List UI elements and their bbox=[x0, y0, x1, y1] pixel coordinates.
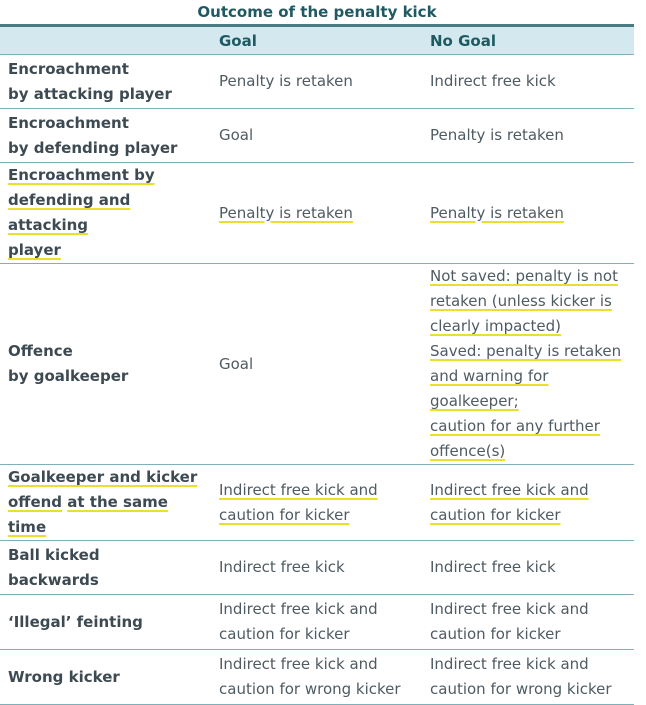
no-goal-cell bbox=[422, 264, 634, 465]
highlighted-text: retaken (unless kicker is bbox=[430, 292, 612, 310]
highlighted-text: Saved: penalty is retaken bbox=[430, 342, 622, 360]
row-label-line: by defending player bbox=[8, 138, 178, 157]
row-label bbox=[0, 264, 211, 465]
no-goal-cell bbox=[422, 163, 634, 264]
table-row bbox=[0, 650, 634, 705]
highlighted-text: Indirect free kick and bbox=[219, 480, 378, 499]
row-label-line: Wrong kicker bbox=[8, 667, 120, 686]
penalty-outcome-table bbox=[0, 27, 634, 705]
no-goal-line bbox=[430, 439, 634, 464]
no-goal-cell bbox=[422, 595, 634, 650]
no-goal-cell bbox=[422, 465, 634, 541]
no-goal-line bbox=[430, 364, 634, 414]
highlighted-text: at the same time bbox=[8, 493, 168, 536]
highlighted-text: offence(s) bbox=[430, 442, 506, 460]
goal-line bbox=[219, 503, 422, 528]
no-goal-cell bbox=[422, 55, 634, 109]
row-label bbox=[0, 465, 211, 541]
goal-text: Penalty is retaken bbox=[219, 72, 353, 90]
highlighted-text: Indirect free kick and bbox=[430, 480, 589, 499]
table-row bbox=[0, 55, 634, 109]
row-label-line bbox=[8, 490, 211, 540]
highlighted-text: caution for kicker bbox=[219, 505, 350, 524]
table-row bbox=[0, 465, 634, 541]
table-caption: Outcome of the penalty kick bbox=[197, 3, 437, 21]
no-goal-line bbox=[430, 478, 634, 503]
row-label bbox=[0, 163, 211, 264]
header-blank bbox=[0, 27, 211, 55]
row-label-line: ‘Illegal’ feinting bbox=[8, 612, 143, 631]
highlighted-text: Encroachment by bbox=[8, 166, 155, 184]
goal-cell bbox=[211, 55, 422, 109]
goal-line bbox=[219, 478, 422, 503]
goal-line: Indirect free kick and bbox=[219, 655, 378, 673]
goal-cell bbox=[211, 595, 422, 650]
goal-cell bbox=[211, 264, 422, 465]
row-label-line: Ball kicked bbox=[8, 545, 100, 564]
goal-text: Goal bbox=[219, 354, 254, 373]
highlighted-text: offend bbox=[8, 493, 63, 511]
goal-line: caution for wrong kicker bbox=[219, 680, 401, 698]
row-label bbox=[0, 55, 211, 109]
no-goal-line bbox=[430, 503, 634, 528]
no-goal-line: caution for kicker bbox=[430, 625, 561, 643]
goal-cell bbox=[211, 650, 422, 705]
goal-text: Penalty is retaken bbox=[219, 203, 353, 222]
row-label-line bbox=[8, 188, 211, 238]
no-goal-line: Indirect free kick and bbox=[430, 655, 589, 673]
header-goal: Goal bbox=[211, 27, 422, 55]
highlighted-text: clearly impacted) bbox=[430, 317, 562, 335]
goal-text: Goal bbox=[219, 126, 254, 144]
row-label-line bbox=[8, 465, 211, 490]
no-goal-line bbox=[430, 289, 634, 314]
no-goal-line: caution for wrong kicker bbox=[430, 680, 612, 698]
highlighted-text: caution for kicker bbox=[430, 505, 561, 524]
row-label-line: by attacking player bbox=[8, 84, 172, 103]
highlighted-text: and warning for goalkeeper; bbox=[430, 367, 549, 410]
row-label bbox=[0, 595, 211, 650]
header-no-goal: No Goal bbox=[422, 27, 634, 55]
highlighted-text: Not saved: penalty is not bbox=[430, 267, 618, 285]
no-goal-cell bbox=[422, 650, 634, 705]
highlighted-text: player bbox=[8, 241, 61, 259]
no-goal-text: Indirect free kick bbox=[430, 558, 556, 576]
goal-line: Indirect free kick and bbox=[219, 600, 378, 618]
goal-text: Indirect free kick bbox=[219, 558, 345, 576]
highlighted-text: Goalkeeper and kicker bbox=[8, 468, 198, 486]
no-goal-line bbox=[430, 414, 634, 439]
row-label-line: Encroachment bbox=[8, 59, 129, 78]
goal-cell bbox=[211, 109, 422, 163]
row-label-line: by goalkeeper bbox=[8, 367, 129, 385]
goal-cell bbox=[211, 163, 422, 264]
row-label-line bbox=[8, 238, 211, 263]
table-row bbox=[0, 109, 634, 163]
no-goal-line bbox=[430, 339, 634, 364]
row-label bbox=[0, 650, 211, 705]
no-goal-line bbox=[430, 264, 634, 289]
row-label-line bbox=[8, 163, 211, 188]
row-label bbox=[0, 541, 211, 595]
no-goal-text: Penalty is retaken bbox=[430, 203, 564, 222]
goal-cell bbox=[211, 541, 422, 595]
no-goal-cell bbox=[422, 541, 634, 595]
no-goal-line: Indirect free kick and bbox=[430, 600, 589, 618]
header-row bbox=[0, 27, 634, 55]
row-label-line: Encroachment bbox=[8, 113, 129, 132]
no-goal-text: Penalty is retaken bbox=[430, 126, 564, 144]
table-row bbox=[0, 163, 634, 264]
no-goal-cell bbox=[422, 109, 634, 163]
table-row bbox=[0, 595, 634, 650]
highlighted-text: caution for any further bbox=[430, 417, 600, 435]
goal-cell bbox=[211, 465, 422, 541]
row-label-line: Offence bbox=[8, 342, 73, 360]
table-row bbox=[0, 541, 634, 595]
highlighted-text: defending and attacking bbox=[8, 191, 131, 234]
goal-line: caution for kicker bbox=[219, 625, 350, 643]
no-goal-line bbox=[430, 314, 634, 339]
table-row bbox=[0, 264, 634, 465]
row-label-line: backwards bbox=[8, 570, 99, 589]
row-label bbox=[0, 109, 211, 163]
no-goal-text: Indirect free kick bbox=[430, 72, 556, 90]
